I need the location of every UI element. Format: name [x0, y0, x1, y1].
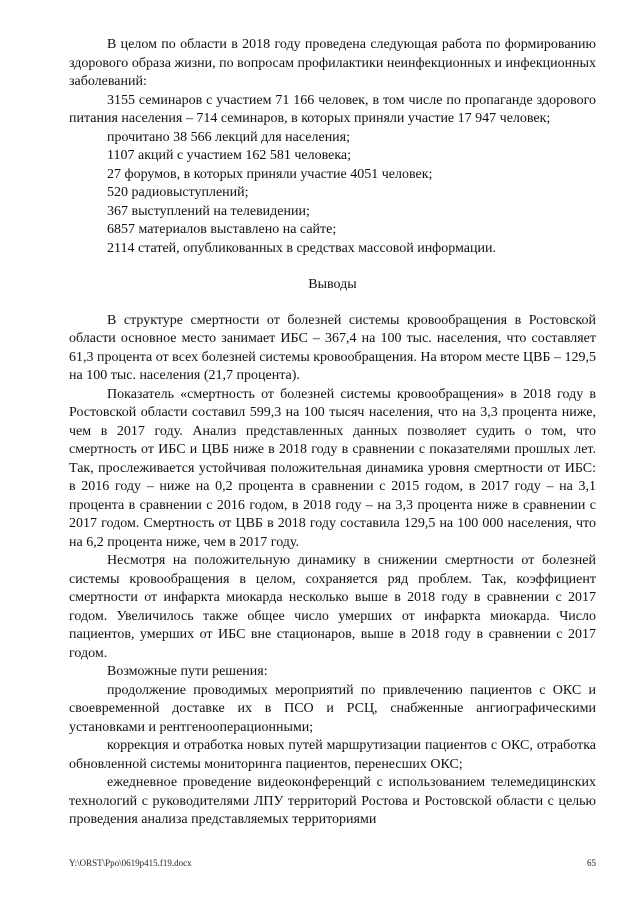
list-item: коррекция и отработка новых путей маршрутизации пациентов с ОКС, отработка обновленной системы мониторинга пациентов, перенесших ОКС; [69, 738, 596, 772]
conclusion-paragraph-3: Несмотря на положительную динамику в снижении смертности от болезней системы кровообращения в целом, сохраняется ряд проблем. Так, коэффициент смертности от инфаркта миокарда несколько выше в 2018 году в сравнении с 2017 годом. Увеличилось также общее число умерших от инфаркта миокарда. Число пациентов, умерших от ИБС вне стационаров, выше в 2018 году в сравнении с 2017 годом. [69, 553, 596, 661]
list-item: 520 радиовыступлений; [107, 185, 249, 200]
list-item: 1107 акций с участием 162 581 человека; [107, 148, 352, 163]
conclusion-paragraph-2: Показатель «смертность от болезней системы кровообращения» в 2018 году в Ростовской области составил 599,3 на 100 тысяч населения, что на 3,3 процента ниже, чем в 2017 году. Анализ представленных данных позволяет судить о том, что смертность от ИБС и ЦВБ ниже в 2018 году в сравнении с показателями прошлых лет. Так, прослеживается устойчивая положительная динамика уровня смертности от ИБС: в 2016 году – ниже на 0,2 процента в сравнении с 2015 годом, в 2017 году – на 3,1 процента в сравнении с 2016 годом, в 2018 году – на 3,3 процента ниже в сравнении с 2017 годом. Смертность от ЦВБ в 2018 году составила 129,5 на 100 000 населения, что на 6,2 процента ниже, чем в 2017 году. [69, 386, 596, 550]
page-number: 65 [587, 858, 596, 868]
intro-paragraph: В целом по области в 2018 году проведена следующая работа по формированию здорового образа жизни, по вопросам профилактики неинфекционных и инфекционных заболеваний: [69, 37, 596, 89]
seminars-paragraph: 3155 семинаров с участием 71 166 человек, в том числе по пропаганде здорового питания населения – 714 семинаров, в которых приняли участие 17 947 человек; [69, 92, 596, 126]
stats-list [69, 129, 596, 259]
page-footer [69, 858, 596, 868]
document-body [69, 36, 596, 830]
solutions-title: Возможные пути решения: [107, 664, 268, 679]
section-heading: Выводы [308, 277, 357, 292]
list-item: 6857 материалов выставлено на сайте; [107, 222, 337, 237]
list-item: 27 форумов, в которых приняли участие 4051 человек; [107, 166, 433, 182]
file-path: Y:\ORST\Ppo\0619p415.f19.docx [69, 858, 192, 868]
list-item: ежедневное проведение видеоконференций с использованием телемедицинских технологий с руководителями ЛПУ территорий Ростова и Ростовской области с целью проведения анализа представляемых территориями [69, 775, 596, 827]
conclusion-paragraph-1: В структуре смертности от болезней системы кровообращения в Ростовской области основное место занимает ИБС – 367,4 на 100 тыс. населения, что составляет 61,3 процента от всех болезней системы кровообращения. На втором месте ЦВБ – 129,5 на 100 тыс. населения (21,7 процента). [69, 312, 596, 383]
list-item: прочитано 38 566 лекций для населения; [107, 129, 351, 145]
list-item: продолжение проводимых мероприятий по привлечению пациентов с ОКС и своевременной доставке их в ПСО и РСЦ, снабженные ангиографическими установками и рентгенооперационными; [69, 682, 596, 735]
list-item: 2114 статей, опубликованных в средствах массовой информации. [107, 240, 496, 256]
solutions-list [69, 682, 596, 830]
list-item: 367 выступлений на телевидении; [107, 203, 310, 219]
